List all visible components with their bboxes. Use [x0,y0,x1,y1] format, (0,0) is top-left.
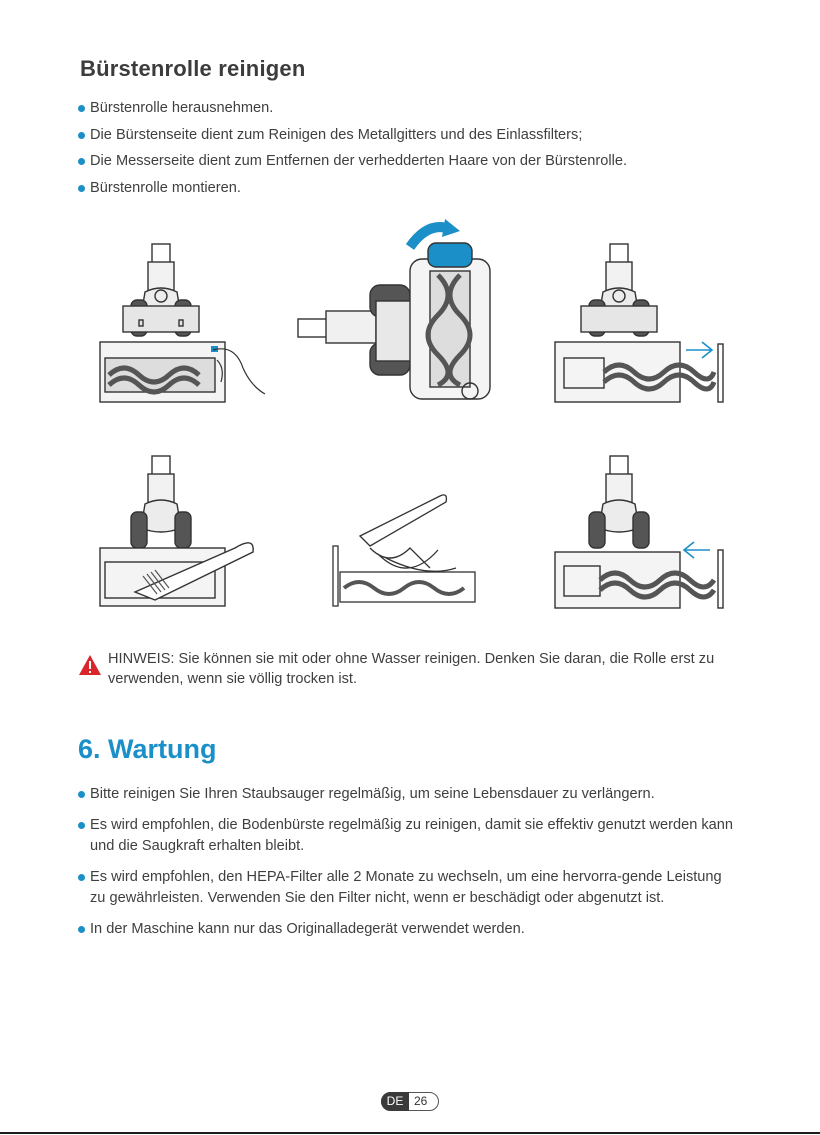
language-label: DE [381,1092,409,1111]
illustration-roller-in [550,452,725,612]
list-item: Es wird empfohlen, den HEPA-Filter alle 2 Monate zu wechseln, um eine hervorra-gende Leistung zu gewährleisten. Verwenden Sie den Filter nicht, wenn er beschädigt oder abgenutzt ist. [78,867,738,909]
list-item: Es wird empfohlen, die Bodenbürste regelmäßig zu reinigen, damit sie effektiv genutzt werden kann und die Saugkraft erhalten bleibt. [78,815,738,857]
list-item: Bitte reinigen Sie Ihren Staubsauger regelmäßig, um seine Lebensdauer zu verlängern. [78,784,738,805]
illustration-open-cover [290,215,505,405]
illustration-roller-out [550,240,725,410]
maintenance-title: 6. Wartung [78,734,217,764]
note-text: HINWEIS: Sie können sie mit oder ohne Wasser reinigen. Denken Sie daran, die Rolle erst zu verwenden, wenn sie völlig trocken ist. [108,651,715,687]
list-item: Bürstenrolle montieren. [78,175,627,202]
list-item: Die Bürstenseite dient zum Reinigen des Metallgitters und des Einlassfilters; [78,122,627,149]
illustration-blade-side [330,488,480,608]
bottom-rule [0,1132,820,1134]
illustration-remove-roller [95,240,270,410]
page-number: 26 [414,1094,428,1108]
list-item: Bürstenrolle herausnehmen. [78,95,627,122]
warning-triangle-icon [78,654,102,676]
section-title: Bürstenrolle reinigen [80,56,306,81]
illustration-brush-side [95,452,270,612]
cleaning-steps-list [78,95,627,201]
list-item: Die Messerseite dient zum Entfernen der verhedderten Haare von der Bürstenrolle. [78,148,627,175]
list-item: In der Maschine kann nur das Originalladegerät verwendet werden. [78,919,738,940]
page-number-badge [381,1092,439,1111]
maintenance-list [78,784,738,950]
